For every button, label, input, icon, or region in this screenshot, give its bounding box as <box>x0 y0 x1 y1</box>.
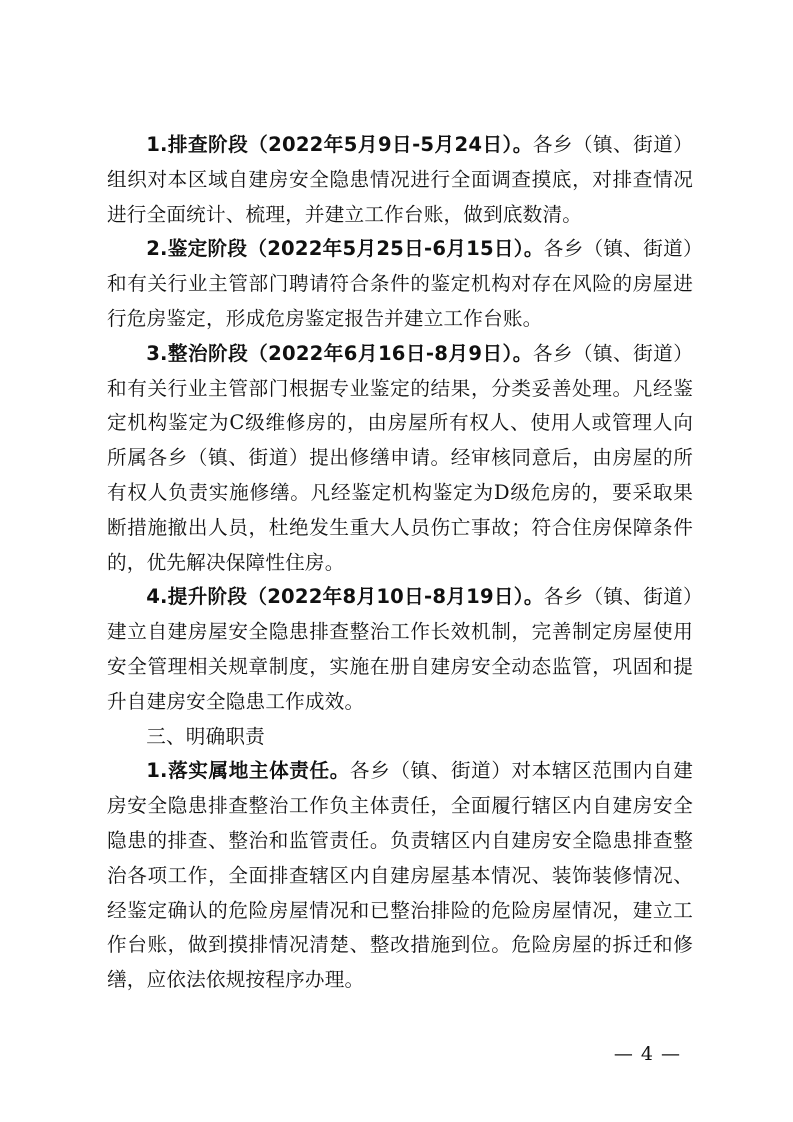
document-body <box>107 128 693 998</box>
paragraph-heading: 3.整治阶段（2022年6月16日-8月9日）。 <box>146 341 533 365</box>
paragraph-heading: 4.提升阶段（2022年8月10日-8月19日）。 <box>146 585 544 609</box>
paragraph-heading: 1.排查阶段（2022年5月9日-5月24日）。 <box>146 133 533 156</box>
paragraph-text: 各乡（镇、街道）建立自建房屋安全隐患排查整治工作长效机制，完善制定房屋使用安全管理相关规章制度，实施在册自建房安全动态监管，巩固和提升自建房安全隐患工作成效。 <box>107 585 693 713</box>
paragraph-text: 各乡（镇、街道）组织对本区域自建房安全隐患情况进行全面调查摸底，对排查情况进行全面统计、梳理，并建立工作台账，做到底数清。 <box>107 133 693 226</box>
paragraph-text: 各乡（镇、街道）对本辖区范围内自建房安全隐患排查整治工作负主体责任，全面履行辖区内自建房安全隐患的排查、整治和监管责任。负责辖区内自建房安全隐患排查整治各项工作，全面排查辖区内自建房屋基本情况、装饰装修情况、经鉴定确认的危险房屋情况和已整治排险的危险房屋情况，建立工作台账，做到摸排情况清楚、整改措施到位。危险房屋的拆迁和修缮，应依法依规按程序办理。 <box>107 759 693 992</box>
section-title: 三、明确职责 <box>146 724 265 748</box>
paragraph-text: 各乡（镇、街道）和有关行业主管部门根据专业鉴定的结果，分类妥善处理。凡经鉴定机构鉴定为C级维修房的，由房屋所有权人、使用人或管理人向所属各乡（镇、街道）提出修缮申请。经审核同意后，由房屋的所有权人负责实施修缮。凡经鉴定机构鉴定为D级危房的，要采取果断措施撤出人员，杜绝发生重大人员伤亡事故；符合住房保障条件的，优先解决保障性住房。 <box>107 341 693 574</box>
paragraph-rectification-stage <box>107 337 693 581</box>
paragraph-appraisal-stage <box>107 232 693 336</box>
paragraph-text: 各乡（镇、街道）和有关行业主管部门聘请符合条件的鉴定机构对存在风险的房屋进行危房鉴定，形成危房鉴定报告并建立工作台账。 <box>107 237 693 330</box>
paragraph-improvement-stage <box>107 580 693 719</box>
paragraph-territorial-responsibility <box>107 754 693 998</box>
paragraph-heading: 1.落实属地主体责任。 <box>146 759 350 783</box>
paragraph-investigation-stage <box>107 128 693 232</box>
page-number: — 4 — <box>613 1043 681 1065</box>
paragraph-heading: 2.鉴定阶段（2022年5月25日-6月15日）。 <box>146 237 544 261</box>
